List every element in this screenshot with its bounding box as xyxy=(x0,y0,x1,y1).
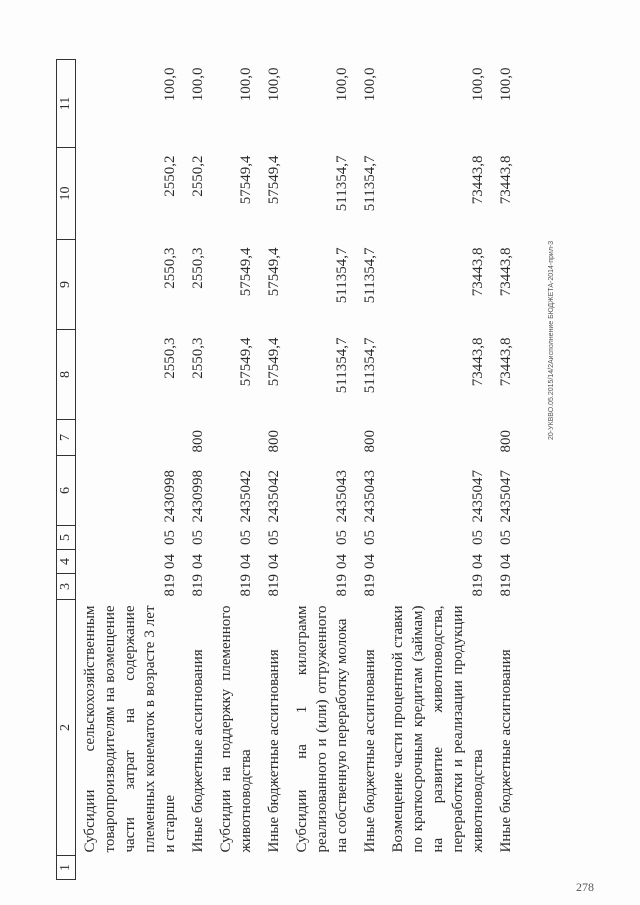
row-c6-cell: 2435043 xyxy=(334,470,350,523)
table-body xyxy=(76,60,521,880)
row-c3-cell: 819 xyxy=(162,574,178,597)
row-name-cell: Иные бюджетные ассигнования xyxy=(498,649,514,853)
row-number-cell xyxy=(184,856,212,880)
row-c4-cell: 04 xyxy=(266,554,282,569)
row-c7-cell xyxy=(288,420,356,456)
table-row xyxy=(260,60,288,880)
col-header: 3 xyxy=(57,574,76,600)
col-header: 7 xyxy=(57,420,76,456)
row-c6-cell: 2435042 xyxy=(266,470,282,523)
row-c6-cell: 2430998 xyxy=(162,470,178,523)
row-c5-cell: 05 xyxy=(238,530,254,545)
row-c9-cell: 73443,8 xyxy=(498,247,514,297)
row-c7-cell: 800 xyxy=(362,430,378,453)
row-c8-cell: 73443,8 xyxy=(498,337,514,387)
row-c8-cell: 2550,3 xyxy=(162,337,178,379)
row-number-cell xyxy=(384,856,492,880)
row-c8-cell: 511354,7 xyxy=(362,337,378,394)
table-row xyxy=(288,60,356,880)
table-row xyxy=(184,60,212,880)
row-c10-cell: 57549,4 xyxy=(266,155,282,205)
row-c5-cell: 05 xyxy=(470,530,486,545)
row-c7-cell xyxy=(212,420,260,456)
row-c7-cell xyxy=(384,420,492,456)
col-header: 9 xyxy=(57,240,76,330)
row-number-cell xyxy=(492,856,520,880)
row-c5-cell: 05 xyxy=(162,530,178,545)
col-header: 2 xyxy=(57,600,76,856)
row-c10-cell: 511354,7 xyxy=(334,155,350,212)
row-c10-cell: 2550,2 xyxy=(162,155,178,197)
table-row xyxy=(356,60,384,880)
row-name-cell: Иные бюджетные ассигнования xyxy=(362,649,378,853)
row-c8-cell: 57549,4 xyxy=(266,337,282,387)
row-c7-cell: 800 xyxy=(266,430,282,453)
row-c10-cell: 57549,4 xyxy=(238,155,254,205)
row-c4-cell: 04 xyxy=(238,554,254,569)
row-c9-cell: 511354,7 xyxy=(334,247,350,304)
row-c5-cell: 05 xyxy=(362,530,378,545)
row-number-cell xyxy=(260,856,288,880)
row-c11-cell: 100,0 xyxy=(362,67,378,102)
table-row xyxy=(76,60,185,880)
table-row xyxy=(384,60,492,880)
row-name-cell: Субсидии сельскохозяйственным товаропроизводителям на возмещение части затрат на содержание племенных конематок в возрасте 3 лет и старше xyxy=(82,605,178,853)
row-c9-cell: 57549,4 xyxy=(266,247,282,297)
row-number-cell xyxy=(288,856,356,880)
row-c11-cell: 100,0 xyxy=(498,67,514,102)
table-row xyxy=(492,60,520,880)
header-row xyxy=(57,60,76,880)
row-c3-cell: 819 xyxy=(470,574,486,597)
row-c7-cell xyxy=(76,420,185,456)
file-path-note: 20-УКВВО.05.2015/14/2Аисполнение БЮДЖЕТА-2014-прил-3 xyxy=(548,240,555,440)
col-header: 5 xyxy=(57,526,76,550)
row-c8-cell: 73443,8 xyxy=(470,337,486,387)
row-c7-cell: 800 xyxy=(190,430,206,453)
row-c3-cell: 819 xyxy=(334,574,350,597)
row-c8-cell: 57549,4 xyxy=(238,337,254,387)
row-c5-cell: 05 xyxy=(190,530,206,545)
row-name-cell: Иные бюджетные ассигнования xyxy=(266,649,282,853)
row-c9-cell: 2550,3 xyxy=(162,247,178,289)
col-header: 6 xyxy=(57,456,76,526)
row-c10-cell: 2550,2 xyxy=(190,155,206,197)
row-c9-cell: 2550,3 xyxy=(190,247,206,289)
row-c6-cell: 2435047 xyxy=(470,470,486,523)
row-c4-cell: 04 xyxy=(190,554,206,569)
row-c11-cell: 100,0 xyxy=(266,67,282,102)
rotated-budget-table-wrapper xyxy=(56,60,556,880)
row-c9-cell: 73443,8 xyxy=(470,247,486,297)
col-header: 10 xyxy=(57,148,76,240)
row-name-cell: Возмещение части процентной ставки по краткосрочным кредитам (займам) на развитие животноводства, переработки и реализации продукции животноводства xyxy=(390,605,486,853)
row-number-cell xyxy=(356,856,384,880)
row-c5-cell: 05 xyxy=(498,530,514,545)
col-header: 11 xyxy=(57,60,76,148)
row-c6-cell: 2435043 xyxy=(362,470,378,523)
row-c10-cell: 73443,8 xyxy=(470,155,486,205)
row-c10-cell: 73443,8 xyxy=(498,155,514,205)
row-c4-cell: 04 xyxy=(362,554,378,569)
row-c11-cell: 100,0 xyxy=(190,67,206,102)
row-number-cell xyxy=(76,856,185,880)
col-header: 1 xyxy=(57,856,76,880)
row-c3-cell: 819 xyxy=(190,574,206,597)
row-c10-cell: 511354,7 xyxy=(362,155,378,212)
col-header: 4 xyxy=(57,550,76,574)
row-c3-cell: 819 xyxy=(362,574,378,597)
row-c11-cell: 100,0 xyxy=(238,67,254,102)
row-number-cell xyxy=(212,856,260,880)
row-c9-cell: 57549,4 xyxy=(238,247,254,297)
row-c3-cell: 819 xyxy=(498,574,514,597)
row-c5-cell: 05 xyxy=(266,530,282,545)
row-c11-cell: 100,0 xyxy=(162,67,178,102)
row-c4-cell: 04 xyxy=(334,554,350,569)
row-c6-cell: 2430998 xyxy=(190,470,206,523)
row-c3-cell: 819 xyxy=(266,574,282,597)
table-row xyxy=(212,60,260,880)
row-name-cell: Субсидии на поддержку племенного животноводства xyxy=(218,605,254,853)
row-c7-cell: 800 xyxy=(498,430,514,453)
row-c3-cell: 819 xyxy=(238,574,254,597)
page-number: 278 xyxy=(576,880,594,894)
row-c5-cell: 05 xyxy=(334,530,350,545)
row-name-cell: Субсидии на 1 килограмм реализованного и (или) отгруженного на собственную переработку молока xyxy=(294,605,350,853)
row-c6-cell: 2435042 xyxy=(238,470,254,523)
row-c4-cell: 04 xyxy=(470,554,486,569)
row-c6-cell: 2435047 xyxy=(498,470,514,523)
row-c11-cell: 100,0 xyxy=(470,67,486,102)
row-c9-cell: 511354,7 xyxy=(362,247,378,304)
col-header: 8 xyxy=(57,330,76,420)
row-c11-cell: 100,0 xyxy=(334,67,350,102)
budget-table xyxy=(56,59,520,880)
row-c8-cell: 511354,7 xyxy=(334,337,350,394)
row-c4-cell: 04 xyxy=(162,554,178,569)
row-c8-cell: 2550,3 xyxy=(190,337,206,379)
row-c4-cell: 04 xyxy=(498,554,514,569)
row-name-cell: Иные бюджетные ассигнования xyxy=(190,649,206,853)
